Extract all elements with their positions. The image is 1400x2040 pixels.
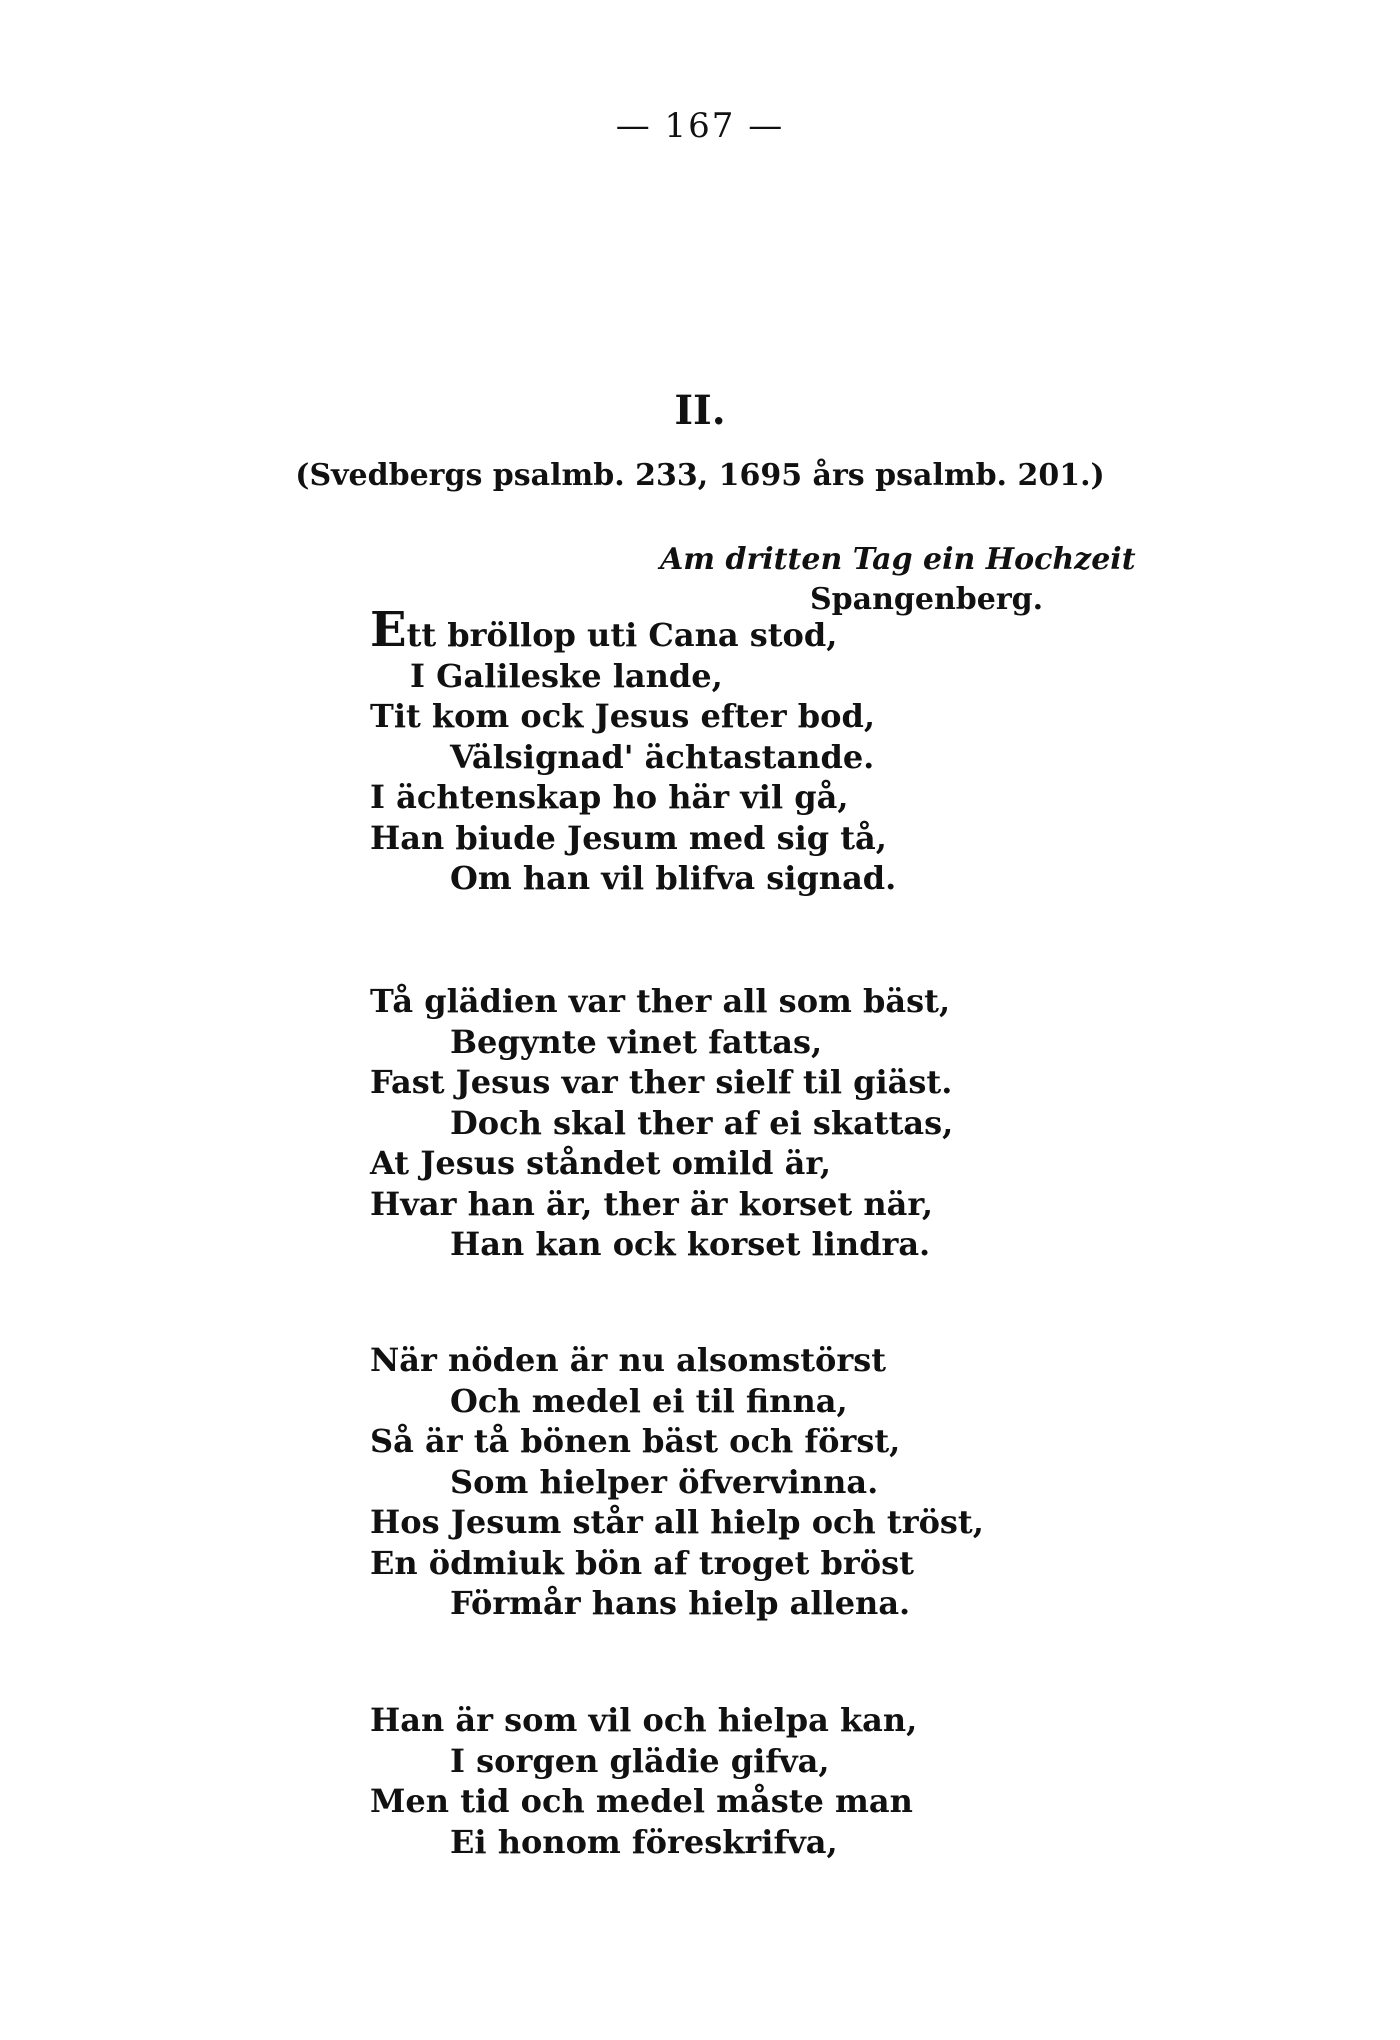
stanza-line: Tå glädien var ther all som bäst, [370, 982, 951, 1020]
melody-author: Spangenberg. [810, 582, 1044, 617]
melody-title: Am dritten Tag ein Hochzeit [660, 542, 1136, 577]
stanza-line: Och medel ei til finna, [450, 1381, 848, 1420]
stanza-line: Tit kom ock Jesus efter bod, [370, 697, 875, 735]
stanza-line: At Jesus ståndet omild är, [370, 1144, 832, 1182]
source-note: (Svedbergs psalmb. 233, 1695 års psalmb. 201.) [295, 458, 1105, 493]
stanza-line: Han är som vil och hielpa kan, [370, 1701, 918, 1739]
stanza-line: I Galileske lande, [410, 656, 723, 695]
stanza-line: Begynte vinet fattas, [450, 1022, 823, 1061]
stanza-line: Välsignad' ächtastande. [450, 737, 875, 776]
melody-reference [660, 540, 1380, 620]
initial-letter: E [370, 602, 407, 658]
stanza-2 [370, 981, 1350, 1265]
line-text: tt bröllop uti Cana stod, [406, 616, 838, 654]
stanza-line [370, 602, 1350, 658]
page-number: — 167 — [615, 106, 785, 146]
stanza-line: Förmår hans hielp allena. [450, 1584, 911, 1622]
stanza-line: Fast Jesus var ther sielf til giäst. [370, 1063, 953, 1101]
stanza-line: I ächtenskap ho här vil gå, [370, 778, 849, 816]
stanza-line: Men tid och medel måste man [370, 1782, 913, 1820]
stanza-line: Han biude Jesum med sig tå, [370, 818, 887, 857]
stanza-line: Hvar han är, ther är korset när, [370, 1184, 933, 1223]
stanza-line: Så är tå bönen bäst och först, [370, 1422, 901, 1460]
stanza-line: Som hielper öfvervinna. [450, 1462, 879, 1501]
stanza-4 [370, 1700, 1350, 1862]
stanza-line: Doch skal ther af ei skattas, [450, 1103, 954, 1142]
stanza-line: Han kan ock korset lindra. [450, 1225, 931, 1263]
stanza-line: Ei honom föreskrifva, [450, 1822, 838, 1861]
stanza-line: Om han vil blifva signad. [450, 859, 897, 897]
stanza-line: När nöden är nu alsomstörst [370, 1341, 887, 1379]
stanza-line: I sorgen glädie gifva, [450, 1741, 830, 1780]
stanza-1 [370, 602, 1350, 899]
stanza-3 [370, 1340, 1350, 1624]
stanza-line: Hos Jesum står all hielp och tröst, [370, 1503, 984, 1541]
stanza-line: En ödmiuk bön af troget bröst [370, 1543, 914, 1582]
hymn-number: II. [674, 387, 726, 434]
